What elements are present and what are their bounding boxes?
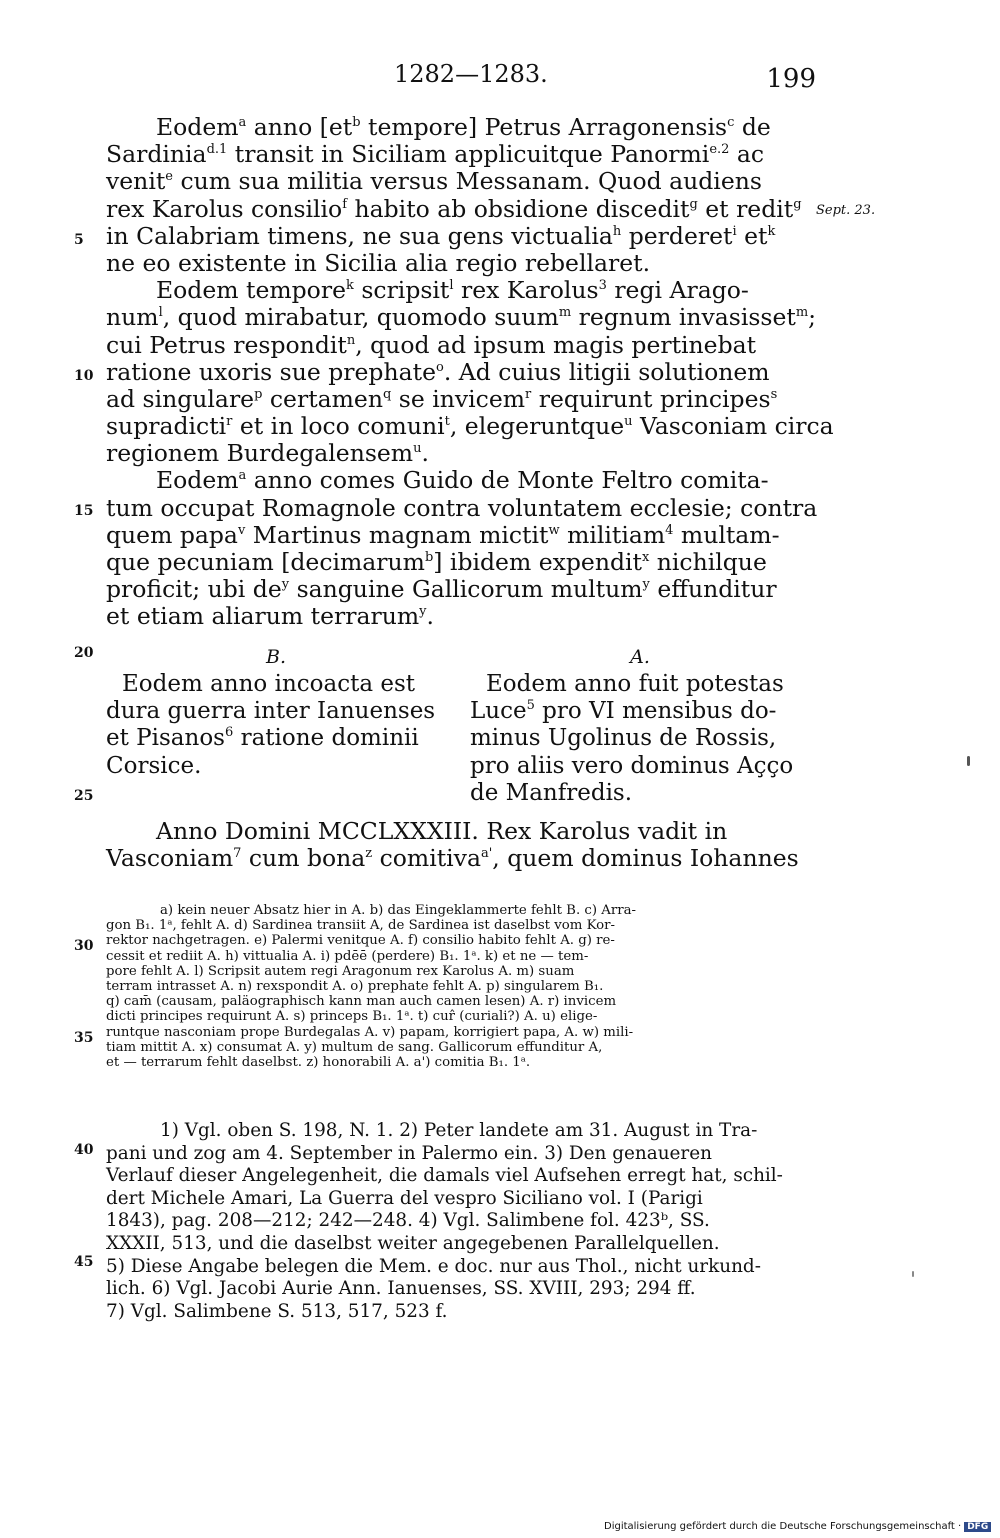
note-line: tiam mittit A. x) consumat A. y) multum de sang. Gallicorum effunditur A, [106,1039,603,1055]
note-marker: b [352,115,361,130]
text-span: scripsit [353,276,450,305]
note-marker: 3 [598,278,607,294]
line-number: 20 [74,645,94,661]
text-span: comitiva [372,844,481,873]
text-span: effunditur [649,575,777,604]
text-span: multam- [673,520,780,549]
text-line [106,277,808,304]
text-line [470,753,810,780]
text-line [106,603,808,630]
note-line: terram intrasset A. n) rexspondit A. o) prephate fehlt A. p) singularem B₁. [106,978,604,994]
note-marker: e [165,169,173,185]
margin-date-note: Sept. 23. [816,203,876,218]
text-line [106,440,808,467]
note-marker: w [548,522,560,538]
text-span: . Ad cuius litigii solutionem [443,357,770,386]
note-marker: p [254,386,263,402]
text-span: de [734,113,771,141]
note-marker: g [689,196,698,212]
text-line [470,698,810,725]
text-span: habito ab obsidione discedit [347,194,690,223]
note-line: pani und zog am 4. September in Palermo ein. 3) Den genaueren [106,1142,712,1164]
text-span: minus Ugolinus de Rossis, [470,725,777,752]
text-span: et Pisanos [106,725,225,752]
note-marker: y [281,577,290,593]
text-span: sanguine Gallicorum multum [289,575,643,604]
text-span: nichilque [649,548,767,576]
line-number: 35 [74,1030,94,1046]
note-marker: t [444,414,450,430]
text-span: anno comes Guido de Monte Feltro comita- [246,466,769,495]
text-span: ratione dominii [233,725,419,752]
text-span: ratione uxoris sue prephate [106,357,436,386]
note-marker: d.1 [206,142,228,158]
text-span: Luce [470,698,527,725]
text-line [106,359,808,386]
text-span: pro VI mensibus do- [534,698,777,725]
column-body [470,671,810,807]
line-number: 15 [74,503,94,519]
main-text [106,113,834,631]
note-marker: n [346,332,356,348]
note-line: dicti principes requirunt A. s) princeps B₁. 1ᵃ. t) cur̂ (curiali?) A. u) elige- [106,1009,598,1025]
note-line: q) cam̄ (causam, paläographisch kann man auch camen lesen) A. r) invicem [106,994,617,1010]
critical-apparatus [106,903,808,1070]
note-marker: m [795,305,809,321]
text-span: regionem Burdegalensem [106,439,414,468]
note-marker: e.2 [709,142,730,158]
text-span: Eodem tempore [156,276,346,305]
text-span: militiam [559,520,666,549]
digitization-credit [604,1521,991,1532]
page-number: 199 [766,64,816,94]
note-marker: 4 [665,522,674,538]
text-span: Sardinia [106,140,207,169]
column-heading: B. [265,646,286,668]
text-span: rex Karolus [453,276,599,305]
note-marker: q [382,386,392,402]
text-span: de Manfredis. [470,779,633,806]
text-span: Martinus magnam mictit [245,520,549,549]
text-line [106,114,808,141]
line-number: 45 [74,1254,94,1270]
credit-text: Digitalisierung gefördert durch die Deutsche Forschungsgemeinschaft · [604,1521,962,1532]
note-line: dert Michele Amari, La Guerra del vespro Siciliano vol. I (Parigi [106,1187,703,1209]
text-line [470,671,810,698]
note-line: 1843), pag. 208—212; 242—248. 4) Vgl. Salimbene fol. 423ᵇ, SS. [106,1210,710,1232]
text-line [106,576,808,603]
text-span: cum bona [241,844,366,873]
note-marker: x [641,550,650,565]
text-span: ; [808,303,817,332]
text-span: se invicem [391,384,526,413]
text-span: Vasconiam [106,844,234,873]
line-number: 5 [74,232,84,248]
text-line [106,250,808,277]
note-marker: v [237,522,246,538]
note-marker: 6 [224,725,234,741]
note-line: 5) Diese Angabe belegen die Mem. e doc. nur aus Thol., nicht urkund- [106,1255,761,1277]
note-marker: k [767,223,776,239]
text-line [106,168,808,195]
text-span: regi Arago- [606,276,749,305]
scan-mark [912,1271,914,1277]
note-line: lich. 6) Vgl. Jacobi Aurie Ann. Ianuenses, SS. XVIII, 293; 294 ff. [106,1278,696,1300]
text-span: dura guerra inter Ianuenses [106,698,436,725]
text-span: . [421,439,429,468]
text-span: in Calabriam timens, ne sua gens victualia [106,221,613,250]
text-span: ne eo existente in Sicilia alia regio rebellaret. [106,248,651,277]
note-marker: y [642,577,650,593]
text-span: perderet [621,221,733,250]
text-span: Eodem [156,113,239,141]
note-line: pore fehlt A. l) Scripsit autem regi Aragonum rex Karolus A. m) suam [106,963,575,979]
text-span: proficit; ubi de [106,575,282,604]
note-marker: c [727,115,735,130]
text-span: Eodem anno fuit potestas [486,671,784,697]
text-line [106,725,446,752]
note-marker: u [413,441,422,457]
text-line [106,698,446,725]
note-marker: a [238,115,247,130]
text-line [106,412,834,441]
text-span: , quem dominus Iohannes [492,844,799,873]
text-span: Eodem [156,466,239,495]
line-number: 40 [74,1142,94,1158]
note-marker: r [226,414,233,430]
note-marker: a [238,468,247,484]
running-header [106,60,816,96]
note-line: runtque nasconiam prope Burdegalas A. v) papam, korrigiert papa, A. w) mili- [106,1024,634,1040]
note-marker: 7 [233,846,242,862]
note-line: rektor nachgetragen. e) Palermi venitque A. f) consilio habito fehlt A. g) re- [106,933,615,949]
text-span: ] ibidem expendit [433,548,642,576]
text-line [106,845,808,872]
text-line [470,725,810,752]
text-span: . [426,602,434,631]
text-line [106,332,808,359]
line-number: 30 [74,938,94,954]
note-marker: l [158,305,163,321]
note-marker: y [419,604,427,620]
text-span: Vasconiam circa [632,412,834,441]
note-line: gon B₁. 1ᵃ, fehlt A. d) Sardinea transiit A, de Sardinea ist daselbst vom Kor- [106,918,616,934]
text-span: cui Petrus respondit [106,330,347,359]
note-line: XXXII, 513, und die daselbst weiter angegebenen Parallelquellen. [106,1232,720,1254]
note-marker: s [770,386,778,402]
note-line: 1) Vgl. oben S. 198, N. 1. 2) Peter landete am 31. August in Tra- [160,1120,758,1141]
column-a [470,643,810,807]
text-line [106,493,818,522]
text-span: , elegeruntque [449,412,625,441]
text-span: , quod mirabatur, quomodo suum [162,303,559,332]
page-range: 1282—1283. [394,60,548,88]
text-span: regnum invasisset [571,303,796,332]
note-line: et — terrarum fehlt daselbst. z) honorabili A. a') comitia B₁. 1ᵃ. [106,1054,531,1070]
text-span: transit in Siciliam applicuitque Panormi [227,140,710,169]
footnotes [106,1120,808,1323]
text-span: anno [et [246,113,353,141]
text-span: et etiam aliarum terrarum [106,602,420,631]
note-marker: r [525,386,532,402]
text-span: et redit [697,194,794,223]
text-span: quem papa [106,520,238,549]
text-span: requirunt principes [531,384,771,413]
line-number: 10 [74,368,94,384]
text-span: tum occupat Romagnole contra voluntatem ecclesie; contra [106,493,818,522]
text-line [106,818,808,845]
text-line [470,780,810,807]
note-line: cessit et rediit A. h) vittualia A. i) pdēē (perdere) B₁. 1ᵃ. k) et ne — tem- [106,948,589,964]
text-line [106,196,808,223]
text-span: Corsice. [106,752,202,779]
note-marker: z [365,846,373,862]
text-span: Anno Domini MCCLXXXIII. Rex Karolus vadit in [156,817,728,845]
note-marker: u [624,414,633,430]
text-line [106,671,446,698]
note-marker: i [732,223,737,239]
text-line [106,141,808,168]
note-line: 7) Vgl. Salimbene S. 513, 517, 523 f. [106,1300,448,1322]
text-span: Eodem anno incoacta est [122,671,416,697]
text-span: venit [106,167,166,196]
text-span: cum sua militia versus Messanam. Quod audiens [172,167,762,196]
note-marker: f [342,196,348,212]
line-number: 25 [74,788,94,804]
scan-mark [967,756,970,766]
note-marker: m [558,305,572,321]
text-span: num [106,303,159,332]
note-marker: l [449,278,454,294]
text-line [106,467,808,494]
note-marker: 5 [526,698,535,714]
column-body [106,671,446,780]
text-span: , quod ad ipsum magis pertinebat [355,330,757,359]
note-line: a) kein neuer Absatz hier in A. b) das Eingeklammerte fehlt B. c) Arra- [160,903,637,918]
text-span: tempore] Petrus Arragonensis [360,113,728,141]
text-span: et in loco comuni [232,412,445,441]
note-marker: o [435,359,444,375]
text-line [106,223,808,250]
main-text-continued [106,818,808,872]
column-b [106,643,446,780]
note-marker: g [793,196,802,212]
text-span: et [736,221,768,250]
text-line [106,386,808,413]
note-marker: k [345,278,354,294]
note-marker: a' [480,846,493,862]
text-span: supradicti [106,412,227,441]
dfg-logo: DFG [964,1522,991,1532]
text-line [106,303,817,332]
text-line [106,753,446,780]
text-span: certamen [262,384,383,413]
text-span: ad singulare [106,384,255,413]
column-heading: A. [630,646,650,668]
text-line [106,549,808,576]
note-marker: h [612,223,622,239]
text-span: que pecuniam [decimarum [106,548,425,576]
text-span: rex Karolus consilio [106,194,343,223]
note-line: Verlauf dieser Angelegenheit, die damals viel Aufsehen erregt hat, schil- [106,1165,783,1187]
note-marker: b [424,550,434,565]
text-line [106,522,808,549]
text-span: pro aliis vero dominus Açço [470,752,794,779]
text-span: ac [729,140,765,169]
